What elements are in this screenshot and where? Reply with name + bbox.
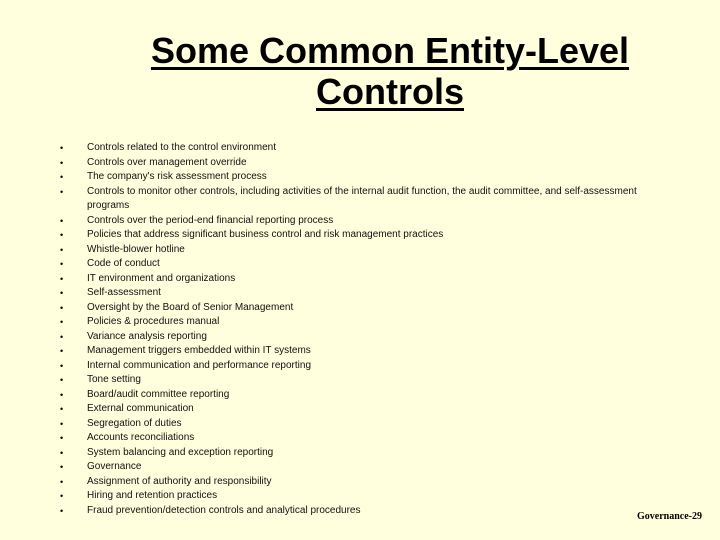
list-item-text: The company's risk assessment process (87, 171, 267, 182)
list-item (56, 388, 656, 403)
list-item-text: Code of conduct (87, 258, 160, 269)
list-item (56, 446, 656, 461)
list-item (56, 185, 656, 214)
bullet-icon: • (60, 462, 64, 472)
list-item-text: Assignment of authority and responsibility (87, 475, 272, 487)
bullet-icon: • (60, 476, 64, 487)
bullet-icon: • (60, 375, 64, 385)
bullet-icon: • (60, 143, 64, 153)
list-item-text: Controls over management override (87, 156, 247, 168)
bullet-icon: • (60, 273, 64, 284)
list-item (56, 344, 656, 359)
list-item-text: Board/audit committee reporting (87, 388, 230, 400)
controls-bullet-list (56, 141, 656, 518)
bullet-icon: • (60, 244, 64, 255)
bullet-icon: • (60, 186, 64, 197)
list-item-text: Internal communication and performance reporting (87, 359, 312, 371)
bullet-icon: • (60, 360, 64, 371)
list-item (56, 286, 656, 301)
list-item (56, 228, 656, 243)
list-item (56, 257, 656, 272)
list-item (56, 460, 656, 475)
list-item-text: Hiring and retention practices (87, 490, 218, 501)
list-item-text: External communication (87, 403, 194, 414)
list-item-text: Tone setting (87, 374, 141, 385)
slide-title (130, 30, 650, 112)
list-item-text: Self-assessment (87, 287, 161, 298)
bullet-icon: • (60, 433, 64, 443)
list-item (56, 489, 656, 504)
bullet-icon: • (60, 404, 64, 414)
bullet-icon: • (60, 505, 64, 516)
slide-footer-label: Governance-29 (637, 511, 702, 522)
list-item (56, 243, 656, 258)
bullet-icon: • (60, 331, 64, 342)
bullet-icon: • (60, 259, 64, 269)
list-item-text: Controls over the period-end financial reporting process (87, 214, 334, 226)
list-item-text: IT environment and organizations (87, 272, 236, 284)
bullet-icon: • (60, 172, 64, 182)
list-item-text: Governance (87, 461, 142, 472)
bullet-icon: • (60, 491, 64, 501)
list-item-text: Policies & procedures manual (87, 316, 220, 327)
list-item (56, 402, 656, 417)
list-item-text: Variance analysis reporting (87, 330, 207, 342)
list-item-text: Accounts reconciliations (87, 432, 195, 443)
list-item (56, 431, 656, 446)
list-item (56, 359, 656, 374)
bullet-icon: • (60, 346, 64, 356)
list-item-text: Controls to monitor other controls, including activities of the internal audit function, the audit committee, and self-assessment programs (87, 185, 637, 211)
list-item (56, 315, 656, 330)
bullet-icon: • (60, 302, 64, 313)
list-item-text: Controls related to the control environment (87, 142, 276, 153)
bullet-icon: • (60, 157, 64, 168)
bullet-icon: • (60, 288, 64, 298)
list-item (56, 141, 656, 156)
bullet-icon: • (60, 389, 64, 400)
bullet-icon: • (60, 418, 64, 429)
list-item (56, 156, 656, 171)
list-item (56, 170, 656, 185)
list-item (56, 373, 656, 388)
slide-title-line1: Some Common Entity-Level (150, 30, 630, 71)
list-item-text: Whistle-blower hotline (87, 243, 185, 255)
list-item-text: Fraud prevention/detection controls and analytical procedures (87, 504, 361, 516)
list-item (56, 504, 656, 519)
list-item (56, 301, 656, 316)
bullet-icon: • (60, 215, 64, 226)
list-item (56, 475, 656, 490)
slide-title-line2: Controls (316, 71, 464, 112)
list-item (56, 214, 656, 229)
bullet-icon: • (60, 447, 64, 458)
list-item (56, 417, 656, 432)
bullet-icon: • (60, 317, 64, 327)
bullet-icon: • (60, 230, 64, 240)
list-item (56, 330, 656, 345)
list-item-text: Policies that address significant business control and risk management practices (87, 229, 444, 240)
list-item-text: Segregation of duties (87, 417, 182, 429)
list-item-text: Management triggers embedded within IT systems (87, 345, 311, 356)
list-item-text: System balancing and exception reporting (87, 446, 274, 458)
list-item-text: Oversight by the Board of Senior Management (87, 301, 294, 313)
list-item (56, 272, 656, 287)
